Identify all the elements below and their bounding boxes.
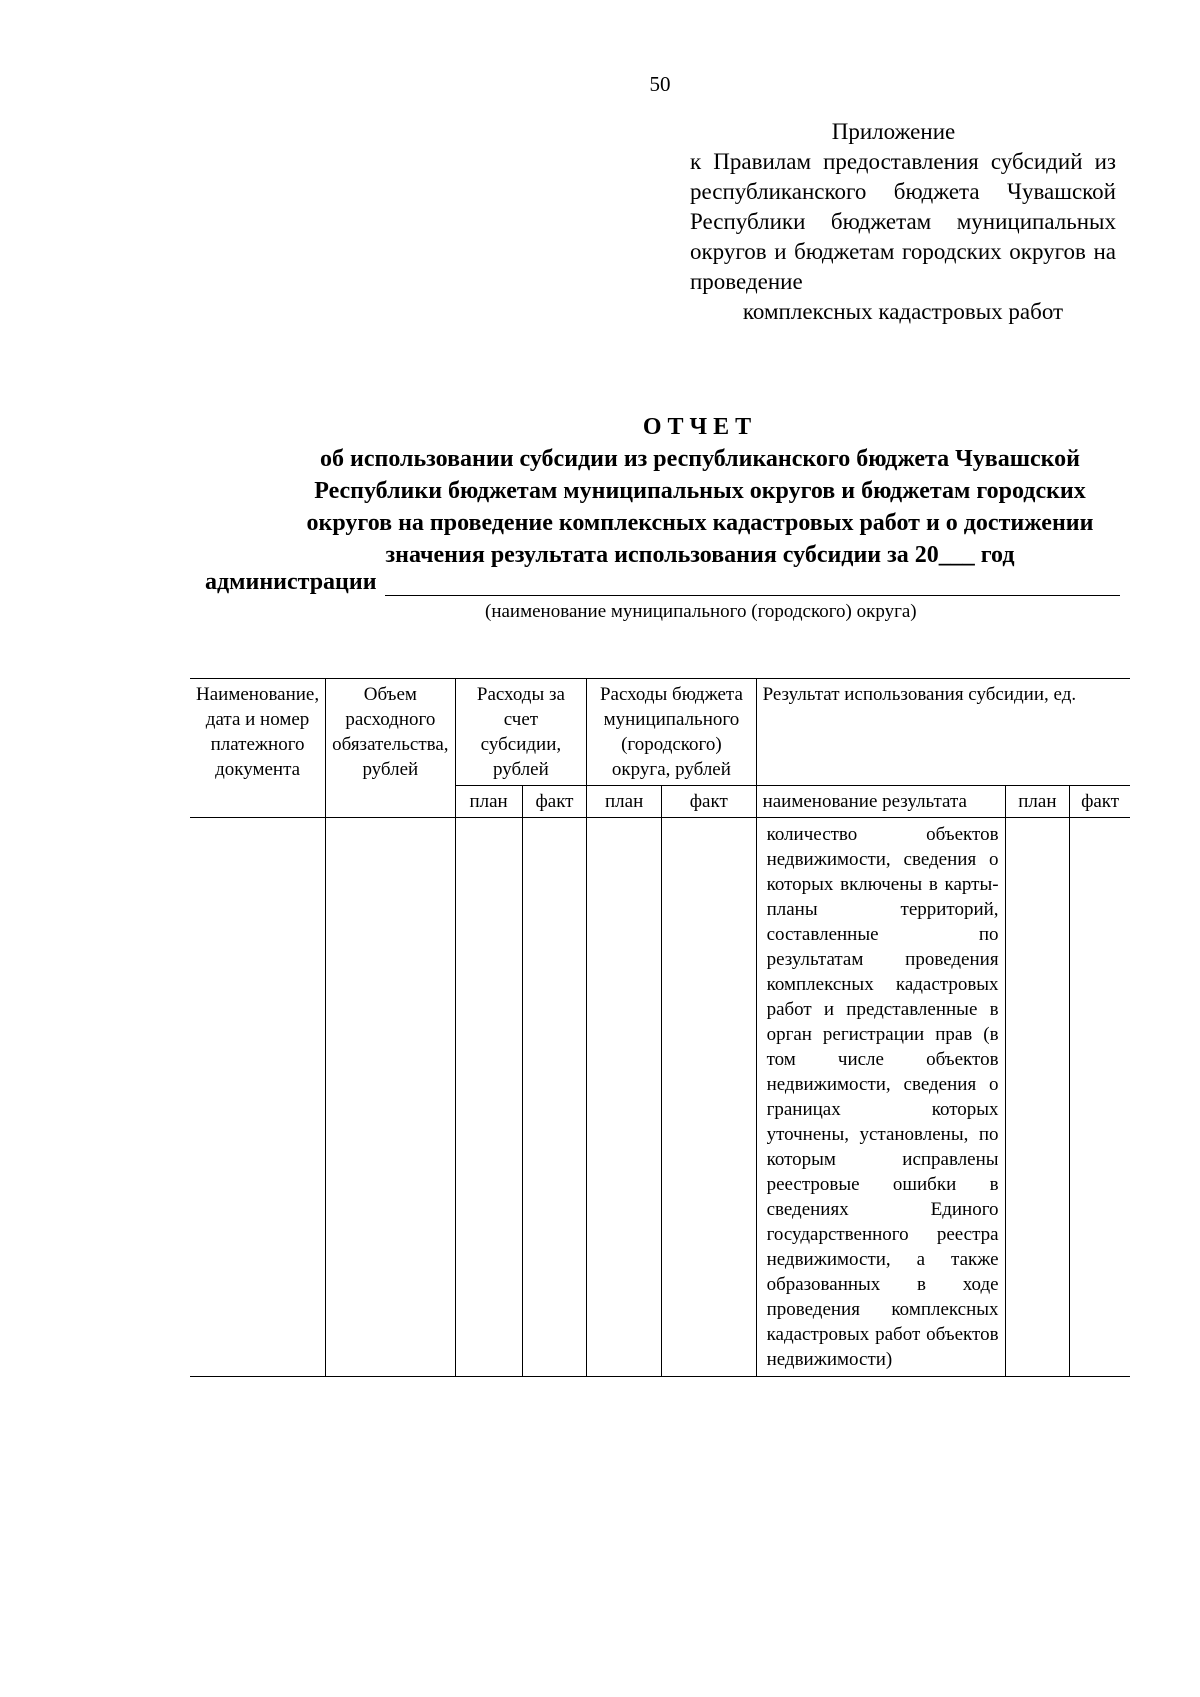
cell-result-fact[interactable] (1070, 818, 1130, 1377)
cell-result-plan[interactable] (1005, 818, 1070, 1377)
appendix-last-line: комплексных кадастровых работ (742, 299, 1064, 324)
cell-municipal-fact[interactable] (661, 818, 756, 1377)
appendix-block (690, 117, 1116, 327)
header-result: Результат использования субсидии, ед. (756, 679, 1130, 786)
header-municipal-fact: факт (661, 786, 756, 818)
header-subsidy-plan: план (455, 786, 522, 818)
cell-subsidy-fact[interactable] (522, 818, 587, 1377)
header-obligation: Объем расходного обязательства, рублей (326, 679, 455, 818)
report-title: ОТЧЕТ (642, 414, 758, 440)
cell-subsidy-plan[interactable] (455, 818, 522, 1377)
header-result-plan: план (1005, 786, 1070, 818)
header-subsidy-fact: факт (522, 786, 587, 818)
header-result-name: наименование результата (756, 786, 1005, 818)
admin-blank-field[interactable] (385, 573, 1120, 596)
header-municipal-plan: план (587, 786, 662, 818)
table-row (190, 818, 1130, 1377)
report-subtitle-3: округов на проведение комплексных кадастровых работ и о достижении (306, 510, 1094, 536)
appendix-body: к Правилам предоставления субсидий из республиканского бюджета Чувашской Республики бюджетам муниципальных округов и бюджетам городских округов на проведение (690, 149, 1116, 294)
cell-result-name: количество объектов недвижимости, сведения о которых включены в карты-планы территорий, составленные по результатам проведения комплексных кадастровых работ и представленные в орган регистрации прав (в том числе объектов недвижимости, сведения о границах которых уточнены, установлены, по которым исправлены реестровые ошибки в сведениях Единого государственного реестра недвижимости, а также образованных в ходе проведения комплексных кадастровых работ объектов недвижимости) (756, 818, 1005, 1377)
cell-payment-doc[interactable] (190, 818, 326, 1377)
header-result-fact: факт (1070, 786, 1130, 818)
admin-caption: (наименование муниципального (городского) округа) (485, 601, 917, 622)
report-subtitle-2: Республики бюджетам муниципальных округов и бюджетам городских (314, 478, 1086, 504)
report-table (190, 678, 1130, 1377)
header-payment-doc: Наименование, дата и номер платежного документа (190, 679, 326, 818)
report-subtitle-1: об использовании субсидии из республиканского бюджета Чувашской (320, 446, 1080, 472)
admin-label: администрации (205, 569, 377, 595)
cell-municipal-plan[interactable] (587, 818, 662, 1377)
cell-obligation[interactable] (326, 818, 455, 1377)
page-number: 50 (649, 72, 671, 96)
header-subsidy-expenses: Расходы за счет субсидии, рублей (455, 679, 587, 786)
appendix-title: Приложение (831, 119, 956, 144)
header-municipal-expenses: Расходы бюджета муниципального (городского) округа, рублей (587, 679, 756, 786)
admin-line (205, 569, 1120, 596)
report-subtitle-4: значения результата использования субсидии за 20___ год (385, 542, 1015, 568)
table-header-row-1 (190, 679, 1130, 786)
report-heading (185, 411, 1200, 571)
